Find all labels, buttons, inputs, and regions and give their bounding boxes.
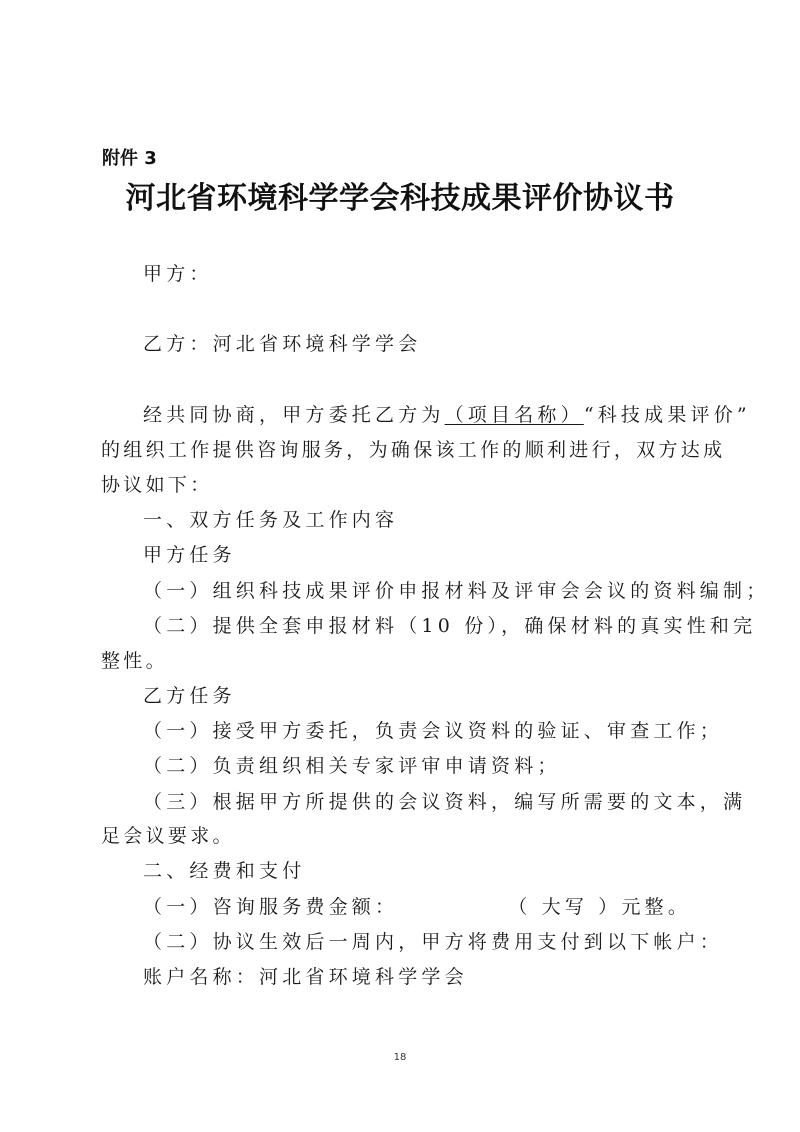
intro-line-3: 协议如下： xyxy=(101,474,213,496)
intro-prefix: 经共同协商，甲方委托乙方为 xyxy=(143,404,445,426)
attachment-label: 附件 3 xyxy=(102,148,157,169)
party-b-task-3-cont: 足会议要求。 xyxy=(101,825,235,847)
page-number: 18 xyxy=(393,1052,407,1063)
section2-heading: 二、经费和支付 xyxy=(143,860,306,882)
section1-heading: 一、双方任务及工作内容 xyxy=(143,509,399,531)
fee-amount-label: （一）咨询服务费金额： xyxy=(143,896,399,918)
party-b-task-3: （三）根据甲方所提供的会议资料，编写所需要的文本，满 xyxy=(143,791,747,813)
party-b-line: 乙方：河北省环境科学学会 xyxy=(143,333,422,355)
party-a-task-2-cont: 整性。 xyxy=(101,650,168,672)
fee-amount-words: （ 大写 ）元整。 xyxy=(508,896,692,918)
party-a-task-1: （一）组织科技成果评价申报材料及评审会会议的资料编制； xyxy=(143,580,770,602)
payment-terms-line: （二）协议生效后一周内，甲方将费用支付到以下帐户： xyxy=(143,931,724,953)
party-b-task-2: （二）负责组织相关专家评审申请资料； xyxy=(143,755,561,777)
intro-suffix: “科技成果评价” xyxy=(583,404,751,426)
project-name-placeholder: （项目名称） xyxy=(444,404,584,426)
party-b-task-1: （一）接受甲方委托，负责会议资料的验证、审查工作； xyxy=(143,720,724,742)
document-title: 河北省环境科学学会科技成果评价协议书 xyxy=(125,181,675,216)
account-name-line: 账户名称：河北省环境科学学会 xyxy=(143,966,468,988)
party-a-tasks-heading: 甲方任务 xyxy=(143,544,236,566)
party-a-task-2: （二）提供全套申报材料（10 份），确保材料的真实性和完 xyxy=(143,615,757,637)
intro-line-2: 的组织工作提供咨询服务，为确保该工作的顺利进行，双方达成 xyxy=(101,439,726,461)
party-a-line: 甲方： xyxy=(143,263,213,285)
intro-line-1 xyxy=(143,403,751,427)
fee-amount-line xyxy=(143,895,691,919)
party-b-tasks-heading: 乙方任务 xyxy=(143,685,236,707)
